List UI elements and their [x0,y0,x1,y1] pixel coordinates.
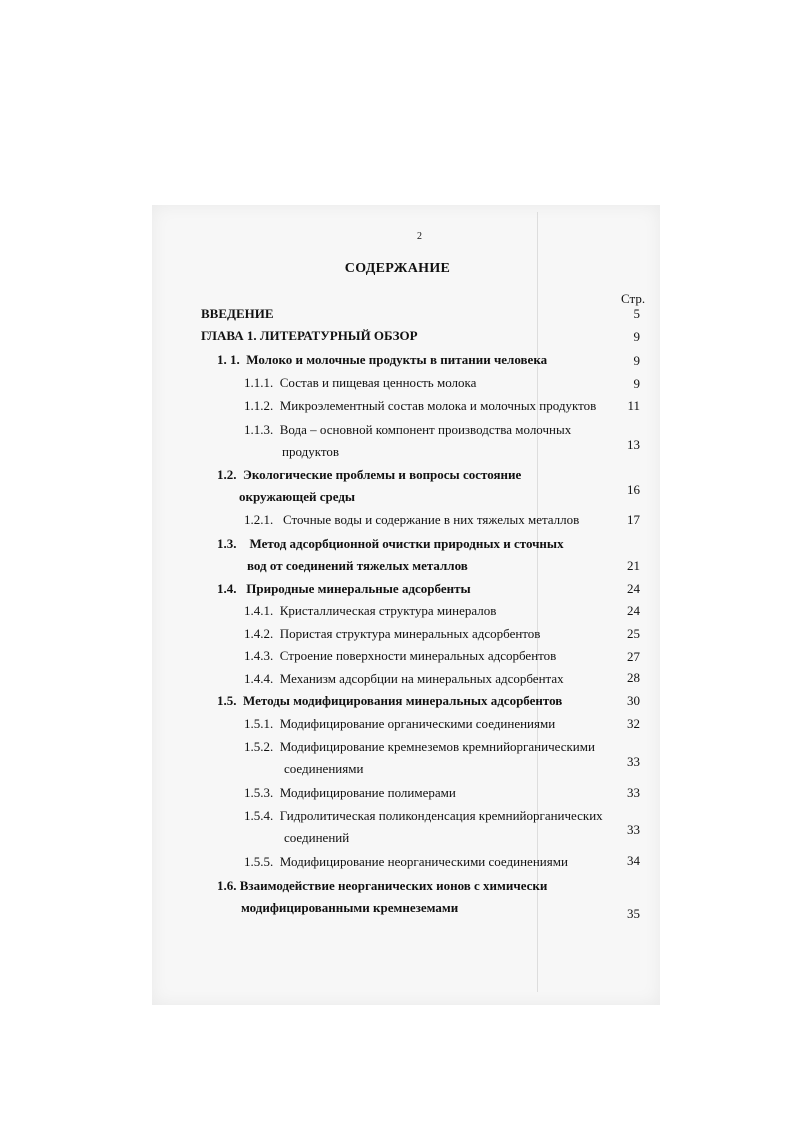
toc-entry-title-continued: соединениями [284,761,364,776]
toc-entry-title-continued: модифицированными кремнеземами [241,900,459,915]
page-column-header: Стр. [621,291,646,306]
toc-page: 24 [627,603,640,618]
toc-entry-number: 1.3. [217,536,237,551]
toc-entry-number: 1. 1. [217,352,240,367]
toc-entry-number: 1.4.4. [244,671,274,686]
toc-entry [217,464,521,508]
toc-entry [244,395,596,417]
toc-entry-title: Модифицирование кремнеземов кремнийорганическими [279,739,595,754]
toc-entry-number: 1.5.2. [244,739,274,754]
toc-entry [244,805,603,849]
toc-entry [244,645,556,667]
toc-entry-title-continued: продуктов [282,444,339,459]
toc-entry-title: Пористая структура минеральных адсорбентов [279,626,541,641]
toc-entry-title: Вода – основной компонент производства молочных [279,422,572,437]
toc-entry-title: Природные минеральные адсорбенты [246,581,471,596]
toc-page: 5 [633,306,640,321]
toc-entry-title: Модифицирование неорганическими соединениями [279,854,568,869]
toc-page: 33 [627,822,640,837]
toc-page: 32 [627,716,640,731]
toc-entry-title-continued: окружающей среды [239,489,356,504]
toc-entry-number: 1.5.5. [244,854,274,869]
toc-entry-title: Взаимодействие неорганических ионов с химически [239,878,548,893]
toc-entry [244,736,595,780]
toc-entry-number: 1.1.2. [244,398,274,413]
toc-page: 17 [627,512,640,527]
toc-entry [244,623,540,645]
page-number: 2 [417,231,422,242]
toc-entry [217,875,547,919]
toc-entry-title: ВВЕДЕНИЕ [201,306,274,321]
toc-entry-title: Метод адсорбционной очистки природных и сточных [249,536,564,551]
toc-entry [201,325,418,347]
toc-entry-title: Молоко и молочные продукты в питании человека [246,352,548,367]
toc-entry-number: 1.2. [217,467,237,482]
toc-entry-number: 1.5. [217,693,237,708]
toc-page: 30 [627,693,640,708]
toc-page: 11 [627,398,640,413]
toc-entry-title: Методы модифицирования минеральных адсорбентов [243,693,563,708]
toc-page: 24 [627,581,640,596]
toc-page: 25 [627,626,640,641]
toc-entry [244,851,568,873]
toc-entry [217,533,564,577]
toc-entry-number: 1.4. [217,581,237,596]
toc-entry-number: 1.5.3. [244,785,274,800]
toc-entry [217,578,471,600]
toc-page: 28 [627,670,640,685]
toc-page: 34 [627,853,640,868]
toc-entry [244,600,496,622]
toc-page: 33 [627,785,640,800]
toc-entry [244,372,476,394]
toc-entry-title: Гидролитическая поликонденсация кремнийорганических [279,808,603,823]
toc-entry-number: 1.5.4. [244,808,274,823]
toc-page: 27 [627,649,640,664]
toc-entry-title: Состав и пищевая ценность молока [279,375,477,390]
toc-entry-title: Механизм адсорбции на минеральных адсорбентах [279,671,564,686]
toc-page: 9 [633,353,640,368]
toc-entry [244,668,564,690]
toc-entry-number: 1.1.1. [244,375,274,390]
toc-page: 16 [627,482,640,497]
toc-entry [244,419,571,463]
toc-entry-title: Сточные воды и содержание в них тяжелых металлов [283,512,580,527]
toc-entry-title: Модифицирование органическими соединениями [279,716,556,731]
toc-entry-title: Строение поверхности минеральных адсорбентов [279,648,557,663]
toc-page: 35 [627,906,640,921]
toc-page: 9 [633,329,640,344]
toc-entry [217,349,547,371]
toc-entry-number: 1.4.3. [244,648,274,663]
toc-entry [244,782,456,804]
toc-entry-title-continued: соединений [284,830,350,845]
toc-entry [244,713,555,735]
toc-entry-number: 1.2.1. [244,512,274,527]
toc-entry-title: Кристаллическая структура минералов [279,603,497,618]
toc-entry-number: 1.1.3. [244,422,274,437]
toc-entry [201,303,274,325]
toc-entry-number: 1.4.1. [244,603,274,618]
toc-entry-number: 1.6. [217,878,237,893]
toc-entry [244,509,579,531]
toc-page: 9 [633,376,640,391]
toc-page: 21 [627,558,640,573]
toc-entry-title: Экологические проблемы и вопросы состояние [243,467,522,482]
toc-page: 13 [627,437,640,452]
toc-entry-title: ГЛАВА 1. ЛИТЕРАТУРНЫЙ ОБЗОР [201,328,418,343]
toc-entry-title: Модифицирование полимерами [279,785,456,800]
toc-entry-number: 1.4.2. [244,626,274,641]
toc-entry-title: Микроэлементный состав молока и молочных продуктов [279,398,597,413]
page-title: СОДЕРЖАНИЕ [344,261,451,276]
toc-entry [217,690,562,712]
toc-entry-number: 1.5.1. [244,716,274,731]
toc-page: 33 [627,754,640,769]
toc-entry-title-continued: вод от соединений тяжелых металлов [247,558,468,573]
